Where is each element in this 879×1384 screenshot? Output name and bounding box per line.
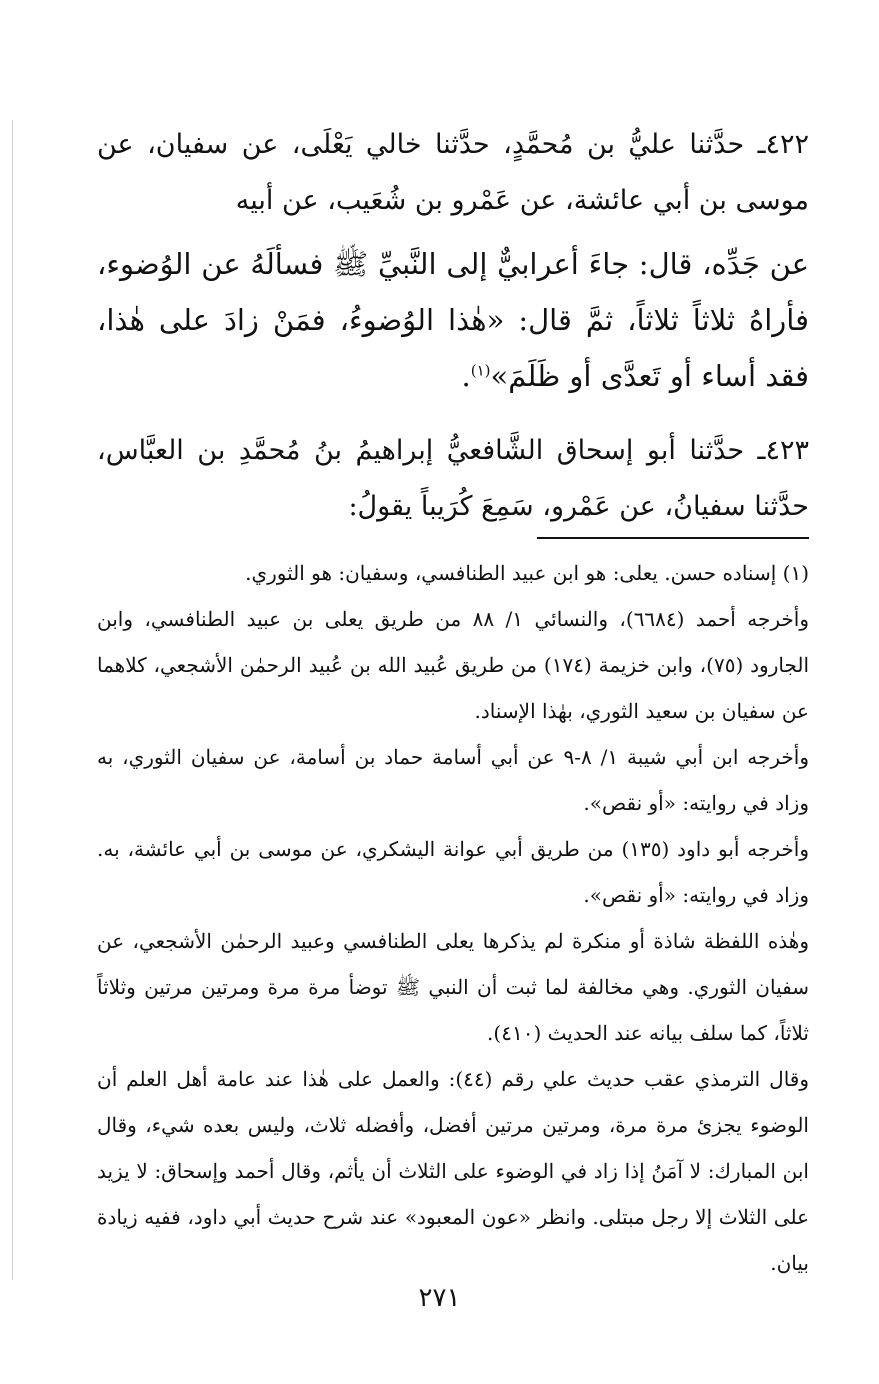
hadith-422-isnad: ٤٢٢ـ حدَّثنا عليُّ بن مُحمَّدٍ، حدَّثنا خالي يَعْلَى، عن سفيان، عن موسى بن أبي عائشة، عن عَمْرو بن شُعَيب، عن أبيه: [97, 129, 809, 216]
footnote-ref-1[interactable]: (١): [470, 361, 491, 380]
page-number: ٢٧١: [418, 1283, 461, 1313]
footnote-1-takhrij-ahmad: وأخرجه أحمد (٦٦٨٤)، والنسائي ١/ ٨٨ من طريق يعلى بن عبيد الطنافسي، وابن الجارود (٧٥)، وابن خزيمة (١٧٤) من طريق عُبيد الله بن عُبيد الرحمٰن الأشجعي، كلاهما عن سفيان بن سعيد الثوري، بهٰذا الإسناد.: [97, 607, 810, 723]
footnote-1-takhrij-ibn-abi-shayba: وأخرجه ابن أبي شيبة ١/ ٨-٩ عن أبي أسامة حماد بن أسامة، عن سفيان الثوري، به وزاد في روايته: «أو نقص».: [97, 745, 809, 815]
footnote-1-shadh-note: وهٰذه اللفظة شاذة أو منكرة لم يذكرها يعلى الطنافسي وعبيد الرحمٰن الأشجعي، عن سفيان الثوري. وهي مخالفة لما ثبت أن النبي ﷺ توضأ مرة مرة ومرتين مرتين وثلاثاً ثلاثاً، كما سلف بيانه عند الحديث (٤١٠).: [97, 929, 809, 1045]
footnote-1-takhrij-abu-dawud: وأخرجه أبو داود (١٣٥) من طريق أبي عوانة اليشكري، عن موسى بن أبي عائشة، به. وزاد في روايته: «أو نقص».: [97, 837, 809, 907]
footnote-1-tirmidhi-note: وقال الترمذي عقب حديث علي رقم (٤٤): والعمل على هٰذا عند عامة أهل العلم أن الوضوء يجزئ مرة مرة، ومرتين مرتين أفضل، وأفضله ثلاث، وليس بعده شيء، وقال ابن المبارك: لا آمَنُ إذا زاد في الوضوء على الثلاث أن يأثم، وقال أحمد وإسحاق: لا يزيد على الثلاث إلا رجل مبتلى. وانظر «عون المعبود» عند شرح حديث أبي داود، ففيه زيادة بيان.: [97, 1067, 810, 1275]
hadith-422-matn: [97, 236, 809, 404]
hadith-423: ٤٢٣ـ حدَّثنا أبو إسحاق الشَّافعيُّ إبراهيمُ بنُ مُحمَّدِ بن العبَّاس، حدَّثنا سفيانُ، عن عَمْرو، سَمِعَ كُرَيباً يقولُ:: [97, 435, 809, 522]
page-edge-line: [12, 120, 13, 1280]
hadith-422-matn-text: عن جَدِّه، قال: جاءَ أعرابيٌّ إلى النَّبيِّ ﷺ فسألَهُ عن الوُضوء، فأراهُ ثلاثاً ثلاثاً، ثمَّ قال: «هٰذا الوُضوءُ، فمَنْ زادَ على هٰذا، فقد أساء أو تَعدَّى أو ظَلَمَ»: [97, 247, 809, 393]
hadith-422-end: .: [461, 359, 471, 393]
footnote-separator: [537, 537, 809, 539]
footnote-1-grading: (١) إسناده حسن. يعلى: هو ابن عبيد الطنافسي، وسفيان: هو الثوري.: [245, 561, 809, 585]
